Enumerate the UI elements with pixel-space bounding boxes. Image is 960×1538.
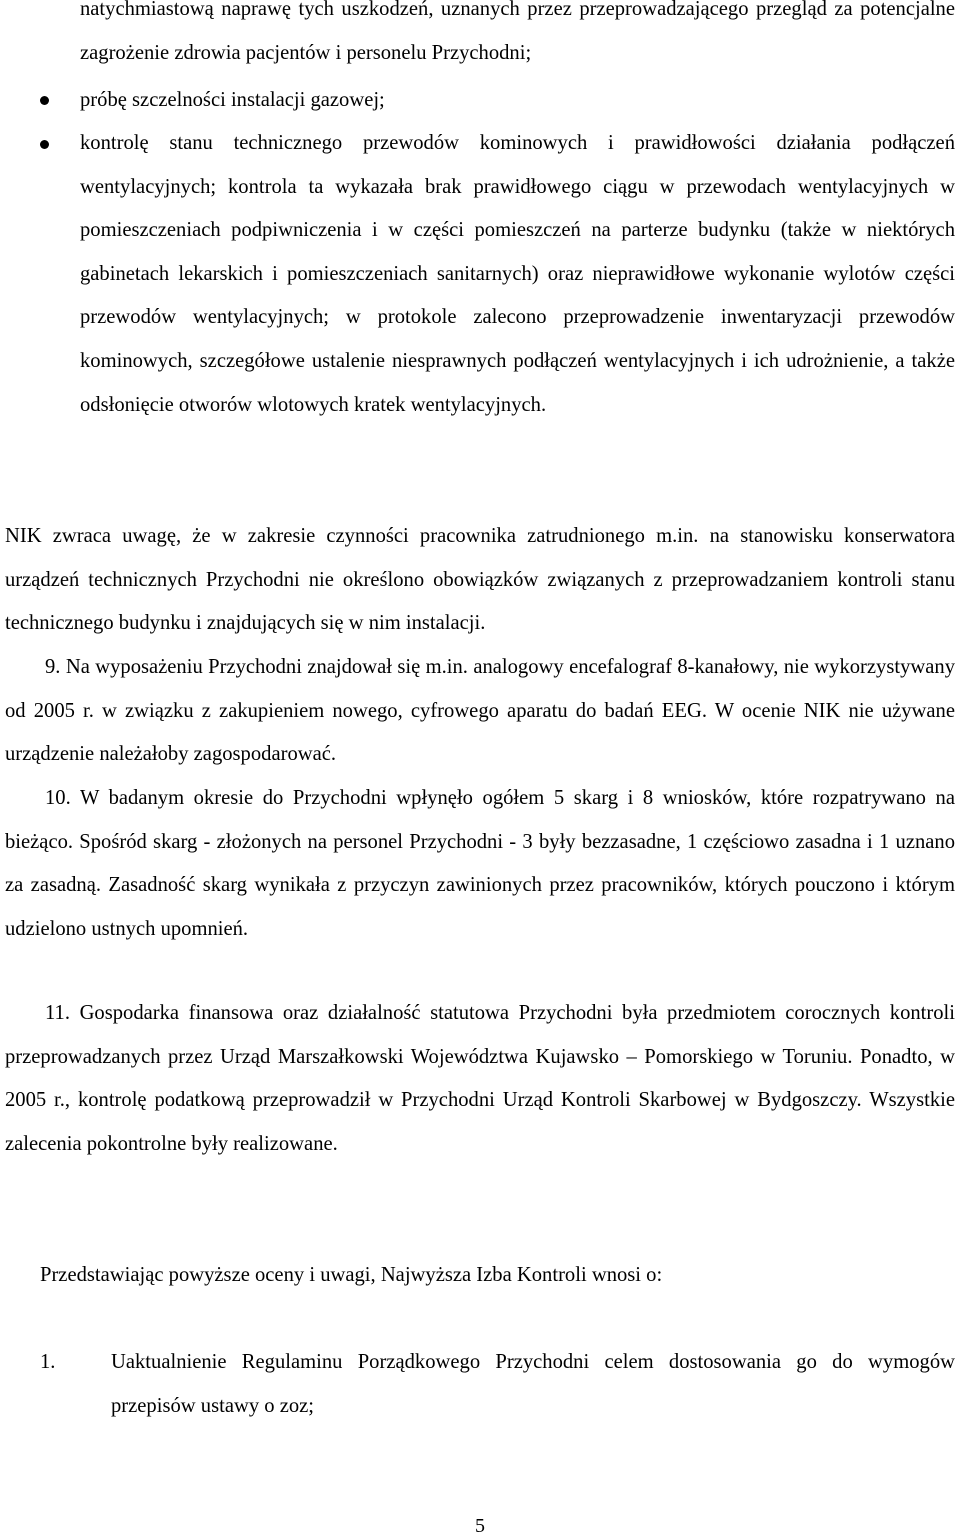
motion-number: 1. [40,1351,56,1373]
motion-text: Uaktualnienie Regulaminu Porządkowego Przychodni celem dostosowania go do wymogów przepisów ustawy o zoz; [111,1351,955,1417]
conclusion-intro: Przedstawiając powyższe oceny i uwagi, Najwyższa Izba Kontroli wnosi o: [40,1264,663,1286]
point-11-paragraph: 11. Gospodarka finansowa oraz działalność statutowa Przychodni była przedmiotem corocznych kontroli przeprowadzanych przez Urząd Marszałkowski Województwa Kujawsko – Pomorskiego w Toruniu. Ponadto, w 2005 r., kontrolę podatkową przeprowadził w Przychodni Urząd Kontroli Skarbowej w Bydgoszczy. Wszystkie zalecenia pokontrolne były realizowane. [5,1002,955,1155]
bullet-icon [40,96,49,105]
bullet-icon [40,140,49,149]
point-9-paragraph: 9. Na wyposażeniu Przychodni znajdował się m.in. analogowy encefalograf 8-kanałowy, nie wykorzystywany od 2005 r. w związku z zakupieniem nowego, cyfrowego aparatu do badań EEG. W ocenie NIK nie używane urządzenie należałoby zagospodarować. [5,656,955,766]
bullet-item-chimney-check: kontrolę stanu technicznego przewodów kominowych i prawidłowości działania podłączeń wentylacyjnych; kontrola ta wykazała brak prawidłowego ciągu w przewodach wentylacyjnych w pomieszczeniach podpiwniczenia i w części pomieszczeń na parterze budynku (także w niektórych gabinetach lekarskich i pomieszczeniach sanitarnych) oraz nieprawidłowe wykonanie wylotów części przewodów wentylacyjnych; w protokole zalecono przeprowadzenie inwentaryzacji przewodów kominowych, szczegółowe ustalenie niesprawnych podłączeń wentylacyjnych i ich udrożnienie, a także odsłonięcie otworów wlotowych kratek wentylacyjnych. [80,132,955,416]
bullet-item-gas-test: próbę szczelności instalacji gazowej; [80,89,385,111]
continuation-paragraph: natychmiastową naprawę tych uszkodzeń, uznanych przez przeprowadzającego przegląd za potencjalne zagrożenie zdrowia pacjentów i personelu Przychodni; [80,0,955,64]
page-number: 5 [475,1515,485,1537]
point-10-paragraph: 10. W badanym okresie do Przychodni wpłynęło ogółem 5 skarg i 8 wniosków, które rozpatrywano na bieżąco. Spośród skarg - złożonych na personel Przychodni - 3 były bezzasadne, 1 częściowo zasadna i 1 uznano za zasadną. Zasadność skarg wynikała z przyczyn zawinionych przez pracowników, których pouczono i którym udzielono ustnych upomnień. [5,787,955,940]
nik-note-paragraph: NIK zwraca uwagę, że w zakresie czynności pracownika zatrudnionego m.in. na stanowisku konserwatora urządzeń technicznych Przychodni nie określono obowiązków związanych z przeprowadzaniem kontroli stanu technicznego budynku i znajdujących się w nim instalacji. [5,525,955,635]
